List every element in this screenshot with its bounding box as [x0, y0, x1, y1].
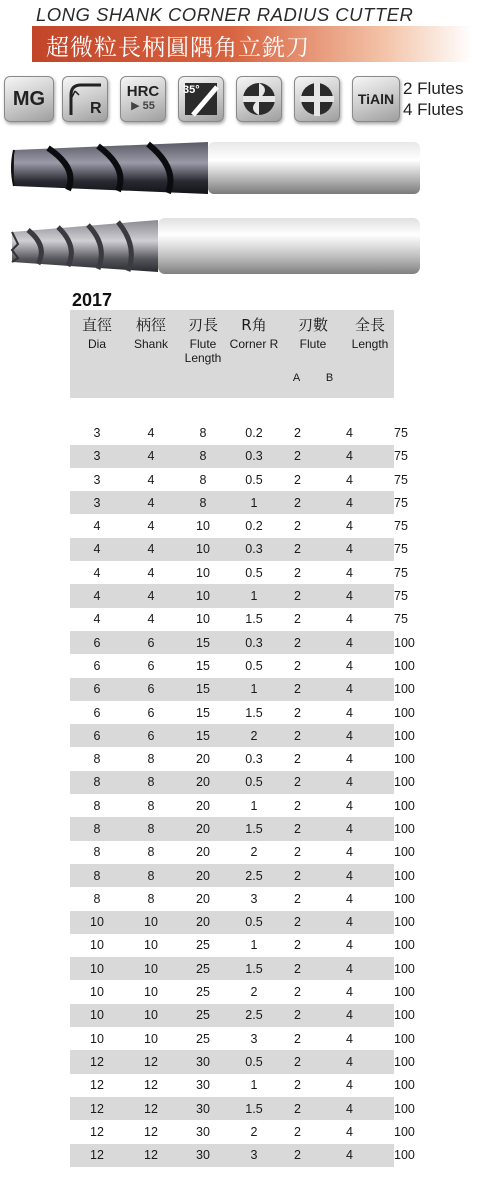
table-cell: 20 — [178, 817, 228, 840]
table-cell: 10 — [70, 980, 124, 1003]
table-cell: 2 — [280, 864, 346, 887]
table-cell: 10 — [70, 957, 124, 980]
table-cell: 4 — [346, 584, 394, 607]
table-cell: 12 — [124, 1144, 178, 1167]
table-row: 12 12 30 1 2 4 100 — [70, 1074, 394, 1097]
table-cell: 1.5 — [228, 608, 280, 631]
table-cell: 8 — [70, 864, 124, 887]
table-cell: 20 — [178, 794, 228, 817]
table-cell: 2 — [280, 1120, 346, 1143]
table-cell: 4 — [124, 491, 178, 514]
table-cell: 4 — [346, 841, 394, 864]
table-cell: 4 — [346, 631, 394, 654]
two-flute-tool-image — [8, 136, 428, 202]
table-cell: 15 — [178, 701, 228, 724]
title-chinese: 超微粒長柄圓隅角立銑刀 — [46, 35, 310, 61]
table-cell: 3 — [228, 887, 280, 910]
table-cell: 1 — [228, 794, 280, 817]
table-cell: 2 — [280, 794, 346, 817]
table-cell: 2 — [280, 561, 346, 584]
table-row: 8 8 20 3 2 4 100 — [70, 887, 394, 910]
table-cell: 4 — [346, 1004, 394, 1027]
table-cell: 2 — [280, 678, 346, 701]
table-cell: 25 — [178, 1027, 228, 1050]
table-row: 10 10 25 2 2 4 100 — [70, 980, 394, 1003]
table-cell: 3 — [228, 1144, 280, 1167]
table-row: 10 10 25 1 2 4 100 — [70, 934, 394, 957]
table-body — [70, 398, 415, 1167]
table-cell: 4 — [124, 445, 178, 468]
table-cell: 4 — [346, 678, 394, 701]
header-flute-b: B — [325, 372, 334, 384]
catalog-year: 2017 — [72, 290, 113, 310]
table-cell: 10 — [124, 980, 178, 1003]
table-cell: 2 — [228, 1120, 280, 1143]
table-cell: 4 — [346, 934, 394, 957]
table-cell: 2 — [280, 1097, 346, 1120]
table-cell: 0.3 — [228, 445, 280, 468]
table-cell: 2 — [280, 747, 346, 770]
spec-table — [70, 310, 415, 1167]
header-dia: 直徑 Dia — [70, 310, 124, 398]
table-row: 6 6 15 0.5 2 4 100 — [70, 654, 394, 677]
two-flute-badge — [236, 76, 282, 122]
table-cell: 6 — [70, 724, 124, 747]
table-cell: 4 — [346, 1097, 394, 1120]
table-cell: 2 — [280, 584, 346, 607]
table-cell: 4 — [124, 608, 178, 631]
table-cell: 4 — [124, 421, 178, 444]
table-cell: 0.5 — [228, 654, 280, 677]
table-cell: 6 — [70, 631, 124, 654]
hrc-label: HRC — [126, 83, 160, 100]
table-cell: 10 — [70, 934, 124, 957]
table-cell: 2 — [280, 724, 346, 747]
table-cell: 2 — [280, 1074, 346, 1097]
table-cell: 4 — [346, 724, 394, 747]
table-cell: 6 — [124, 631, 178, 654]
hrc-badge — [120, 76, 166, 122]
table-cell: 2 — [280, 468, 346, 491]
table-cell: 10 — [124, 957, 178, 980]
table-cell: 2 — [280, 608, 346, 631]
table-cell: 10 — [178, 608, 228, 631]
table-cell: 2 — [280, 701, 346, 724]
table-cell: 4 — [70, 608, 124, 631]
table-cell: 4 — [346, 654, 394, 677]
table-cell: 30 — [178, 1144, 228, 1167]
four-flute-icon — [295, 77, 339, 121]
table-cell: 15 — [178, 631, 228, 654]
table-cell: 4 — [346, 1027, 394, 1050]
table-cell: 8 — [178, 491, 228, 514]
table-row: 10 10 25 2.5 2 4 100 — [70, 1004, 394, 1027]
table-cell: 4 — [124, 538, 178, 561]
table-cell: 6 — [124, 724, 178, 747]
helix-angle-badge — [178, 76, 224, 122]
table-cell: 1 — [228, 1074, 280, 1097]
table-cell: 0.2 — [228, 421, 280, 444]
table-cell: 4 — [346, 421, 394, 444]
table-cell: 4 — [346, 864, 394, 887]
table-cell: 2 — [280, 491, 346, 514]
table-row: 12 12 30 3 2 4 100 — [70, 1144, 394, 1167]
table-row: 4 4 10 0.5 2 4 75 — [70, 561, 394, 584]
table-row: 8 8 20 1 2 4 100 — [70, 794, 394, 817]
table-cell: 2 — [228, 724, 280, 747]
table-row: 6 6 15 0.3 2 4 100 — [70, 631, 394, 654]
table-cell: 0.3 — [228, 538, 280, 561]
table-cell: 10 — [178, 514, 228, 537]
table-cell: 3 — [70, 468, 124, 491]
table-cell: 4 — [70, 514, 124, 537]
table-cell: 10 — [124, 1004, 178, 1027]
table-row: 8 8 20 1.5 2 4 100 — [70, 817, 394, 840]
table-cell: 6 — [124, 701, 178, 724]
table-cell: 20 — [178, 747, 228, 770]
table-row: 10 10 25 1.5 2 4 100 — [70, 957, 394, 980]
table-cell: 6 — [124, 678, 178, 701]
table-cell: 20 — [178, 841, 228, 864]
table-cell: 12 — [70, 1097, 124, 1120]
table-cell: 12 — [70, 1120, 124, 1143]
table-cell: 2 — [280, 538, 346, 561]
table-row: 3 4 8 1 2 4 75 — [70, 491, 394, 514]
table-cell: 10 — [178, 538, 228, 561]
table-cell: 2 — [280, 1027, 346, 1050]
table-row: 6 6 15 1 2 4 100 — [70, 678, 394, 701]
table-cell: 20 — [178, 771, 228, 794]
table-cell: 4 — [346, 514, 394, 537]
table-cell: 25 — [178, 980, 228, 1003]
table-cell: 10 — [124, 934, 178, 957]
table-cell: 10 — [70, 1004, 124, 1027]
table-cell: 8 — [70, 887, 124, 910]
table-cell: 4 — [70, 538, 124, 561]
table-cell: 6 — [70, 701, 124, 724]
table-row: 8 8 20 0.3 2 4 100 — [70, 747, 394, 770]
table-cell: 4 — [346, 887, 394, 910]
table-cell: 4 — [346, 771, 394, 794]
table-cell: 15 — [178, 654, 228, 677]
corner-radius-icon — [63, 77, 107, 121]
table-row: 12 12 30 1.5 2 4 100 — [70, 1097, 394, 1120]
table-cell: 2 — [280, 654, 346, 677]
table-cell: 2 — [280, 911, 346, 934]
table-cell: 4 — [346, 747, 394, 770]
table-row: 3 4 8 0.3 2 4 75 — [70, 445, 394, 468]
table-cell: 2 — [280, 1004, 346, 1027]
table-cell: 4 — [346, 608, 394, 631]
table-row: 10 10 20 0.5 2 4 100 — [70, 911, 394, 934]
table-cell: 25 — [178, 957, 228, 980]
table-row: 3 4 8 0.5 2 4 75 — [70, 468, 394, 491]
table-cell: 3 — [70, 421, 124, 444]
table-cell: 3 — [70, 445, 124, 468]
table-cell: 0.5 — [228, 911, 280, 934]
table-row: 4 4 10 1 2 4 75 — [70, 584, 394, 607]
flute-options — [403, 78, 463, 120]
table-cell: 4 — [346, 561, 394, 584]
table-cell: 8 — [178, 468, 228, 491]
table-cell: 4 — [70, 561, 124, 584]
table-cell: 8 — [70, 794, 124, 817]
table-row: 6 6 15 2 2 4 100 — [70, 724, 394, 747]
mg-grade-badge: MG — [4, 76, 54, 122]
title-english: LONG SHANK CORNER RADIUS CUTTER — [36, 4, 414, 25]
table-cell: 10 — [70, 1027, 124, 1050]
table-cell: 1.5 — [228, 817, 280, 840]
table-cell: 4 — [346, 1120, 394, 1143]
table-cell: 30 — [178, 1050, 228, 1073]
table-cell: 1.5 — [228, 1097, 280, 1120]
table-cell: 0.3 — [228, 631, 280, 654]
helix-angle-label: 35° — [183, 84, 200, 96]
header-flute-length: 刃長 Flute Length — [178, 310, 228, 398]
table-cell: 6 — [70, 678, 124, 701]
table-cell: 12 — [124, 1097, 178, 1120]
table-cell: 10 — [178, 561, 228, 584]
table-row: 8 8 20 0.5 2 4 100 — [70, 771, 394, 794]
table-row: 6 6 15 1.5 2 4 100 — [70, 701, 394, 724]
table-cell: 4 — [346, 445, 394, 468]
table-cell: 0.2 — [228, 514, 280, 537]
helix-angle-icon — [179, 77, 223, 121]
table-cell: 12 — [70, 1074, 124, 1097]
header-flute-a: A — [292, 372, 301, 384]
table-cell: 2 — [280, 1050, 346, 1073]
table-row: 4 4 10 0.2 2 4 75 — [70, 514, 394, 537]
table-cell: 4 — [346, 794, 394, 817]
table-cell: 6 — [124, 654, 178, 677]
table-cell: 4 — [346, 491, 394, 514]
table-cell: 10 — [124, 1027, 178, 1050]
table-cell: 8 — [124, 864, 178, 887]
table-cell: 4 — [124, 561, 178, 584]
table-row: 3 4 8 0.2 2 4 75 — [70, 421, 394, 444]
table-cell: 8 — [124, 887, 178, 910]
four-flute-tool-image — [8, 214, 428, 280]
table-cell: 8 — [124, 794, 178, 817]
table-row: 4 4 10 0.3 2 4 75 — [70, 538, 394, 561]
table-cell: 4 — [346, 957, 394, 980]
table-cell: 1 — [228, 584, 280, 607]
table-cell: 4 — [346, 1050, 394, 1073]
table-cell: 0.5 — [228, 1050, 280, 1073]
table-cell: 2.5 — [228, 1004, 280, 1027]
flute-option-2: 2 Flutes — [403, 79, 464, 98]
table-cell: 4 — [346, 1144, 394, 1167]
table-cell: 2 — [280, 817, 346, 840]
table-cell: 30 — [178, 1097, 228, 1120]
table-cell: 12 — [70, 1144, 124, 1167]
table-cell: 2 — [280, 841, 346, 864]
table-cell: 0.5 — [228, 468, 280, 491]
table-cell: 4 — [346, 817, 394, 840]
table-cell: 2 — [280, 957, 346, 980]
table-cell: 8 — [124, 817, 178, 840]
table-row: 4 4 10 1.5 2 4 75 — [70, 608, 394, 631]
corner-radius-label: R — [90, 100, 102, 117]
table-cell: 30 — [178, 1120, 228, 1143]
table-cell: 4 — [346, 911, 394, 934]
table-cell: 8 — [124, 771, 178, 794]
table-cell: 2 — [228, 980, 280, 1003]
table-cell: 4 — [346, 701, 394, 724]
table-cell: 4 — [346, 1074, 394, 1097]
table-cell: 10 — [178, 584, 228, 607]
table-row: 10 10 25 3 2 4 100 — [70, 1027, 394, 1050]
table-cell: 2 — [280, 514, 346, 537]
table-cell: 25 — [178, 934, 228, 957]
table-cell: 3 — [70, 491, 124, 514]
table-cell: 4 — [346, 980, 394, 1003]
table-cell: 8 — [124, 747, 178, 770]
table-cell: 2.5 — [228, 864, 280, 887]
table-cell: 25 — [178, 1004, 228, 1027]
header-length: 全長 Length — [346, 310, 394, 398]
corner-radius-badge — [62, 76, 108, 122]
table-cell: 2 — [280, 980, 346, 1003]
table-cell: 20 — [178, 911, 228, 934]
table-cell: 3 — [228, 1027, 280, 1050]
table-cell: 2 — [280, 631, 346, 654]
table-cell: 2 — [280, 934, 346, 957]
table-cell: 4 — [346, 468, 394, 491]
table-cell: 2 — [280, 445, 346, 468]
table-cell: 4 — [124, 468, 178, 491]
header-corner-r: R角 Corner R — [228, 310, 280, 398]
table-cell: 1 — [228, 491, 280, 514]
table-cell: 15 — [178, 724, 228, 747]
table-cell: 4 — [124, 584, 178, 607]
table-cell: 1.5 — [228, 701, 280, 724]
table-cell: 8 — [124, 841, 178, 864]
table-cell: 12 — [124, 1074, 178, 1097]
table-cell: 6 — [70, 654, 124, 677]
header-flute: 刃數 Flute A B — [280, 310, 346, 398]
table-cell: 2 — [280, 771, 346, 794]
table-cell: 0.3 — [228, 747, 280, 770]
table-cell: 12 — [124, 1050, 178, 1073]
table-cell: 8 — [178, 421, 228, 444]
two-flute-icon — [237, 77, 281, 121]
table-cell: 4 — [124, 514, 178, 537]
table-row: 8 8 20 2.5 2 4 100 — [70, 864, 394, 887]
table-cell: 15 — [178, 678, 228, 701]
table-cell: 2 — [280, 1144, 346, 1167]
table-cell: 0.5 — [228, 771, 280, 794]
table-row: 12 12 30 2 2 4 100 — [70, 1120, 394, 1143]
table-row: 12 12 30 0.5 2 4 100 — [70, 1050, 394, 1073]
table-cell: 10 — [124, 911, 178, 934]
table-cell: 20 — [178, 887, 228, 910]
hrc-value: ▶ 55 — [131, 100, 155, 112]
table-cell: 8 — [70, 771, 124, 794]
four-flute-badge — [294, 76, 340, 122]
table-cell: 12 — [70, 1050, 124, 1073]
flute-option-4: 4 Flutes — [403, 100, 464, 119]
table-cell: 8 — [70, 841, 124, 864]
table-row: 8 8 20 2 2 4 100 — [70, 841, 394, 864]
table-cell: 2 — [280, 421, 346, 444]
table-cell: 2 — [228, 841, 280, 864]
table-cell: 4 — [346, 538, 394, 561]
table-cell: 0.5 — [228, 561, 280, 584]
table-cell: 10 — [70, 911, 124, 934]
table-cell: 1 — [228, 678, 280, 701]
table-cell: 30 — [178, 1074, 228, 1097]
table-cell: 8 — [70, 817, 124, 840]
hrc-number: 55 — [142, 100, 155, 112]
table-cell: 1.5 — [228, 957, 280, 980]
table-header-row — [70, 310, 394, 398]
table-cell: 12 — [124, 1120, 178, 1143]
tialn-coating-badge: TiAlN — [352, 76, 400, 122]
table-cell: 2 — [280, 887, 346, 910]
table-cell: 8 — [178, 445, 228, 468]
table-cell: 8 — [70, 747, 124, 770]
header-shank: 柄徑 Shank — [124, 310, 178, 398]
table-cell: 20 — [178, 864, 228, 887]
table-cell: 4 — [70, 584, 124, 607]
table-cell: 1 — [228, 934, 280, 957]
feature-badges — [4, 76, 404, 124]
